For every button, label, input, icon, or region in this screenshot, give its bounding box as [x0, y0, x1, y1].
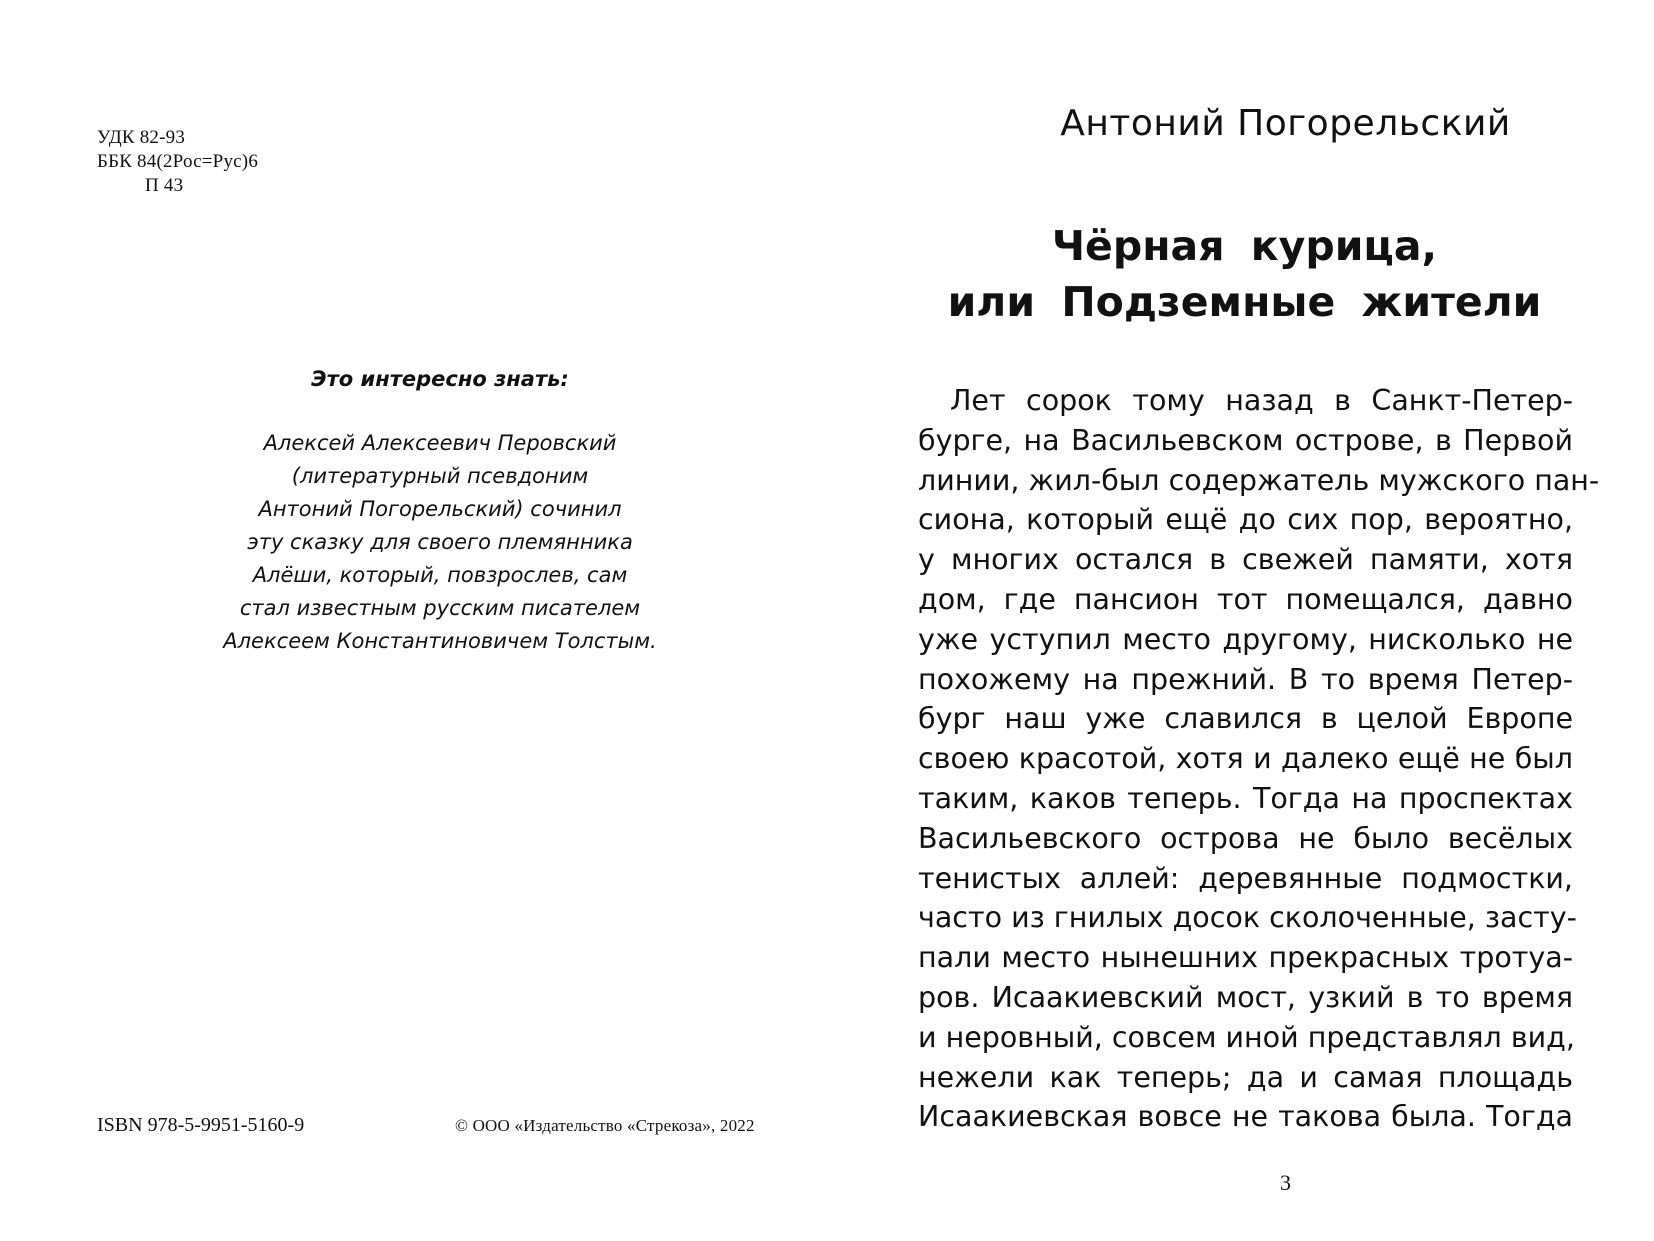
interesting-note: [140, 365, 740, 658]
author-name: Антоний Погорельский: [1060, 103, 1511, 144]
story-title: [917, 218, 1572, 330]
udk-code: УДК 82-93: [97, 127, 186, 148]
page-number: 3: [1280, 1170, 1291, 1195]
note-text: [140, 427, 740, 658]
body-line: Васильевского острова не было весёлых: [918, 821, 1573, 855]
right-page: [827, 0, 1654, 1241]
catalog-block: [97, 126, 258, 198]
body-line: пали место нынешних прекрасных тротуа-: [918, 941, 1573, 975]
note-line: Алексей Алексеевич Перовский: [263, 431, 617, 455]
note-heading: Это интересно знать:: [311, 367, 569, 391]
body-line: часто из гнилых досок сколоченные, засту-: [918, 901, 1577, 935]
note-line: Антоний Погорельский) сочинил: [258, 497, 622, 521]
note-line: стал известным русским писателем: [239, 596, 641, 620]
body-line: и неровный, совсем иной представлял вид,: [918, 1020, 1575, 1054]
note-line: эту сказку для своего племянника: [247, 530, 633, 554]
note-line: (литературный псевдоним: [291, 464, 589, 488]
body-line: Исаакиевская вовсе не такова была. Тогда: [918, 1100, 1573, 1134]
story-body: [918, 381, 1600, 1137]
body-line: похожему на прежний. В то время Петер-: [918, 662, 1573, 696]
body-line: дом, где пансион тот помещался, давно: [918, 582, 1573, 616]
note-line: Алёши, который, повзрослев, сам: [252, 563, 628, 587]
body-line: бург наш уже славился в целой Европе: [918, 702, 1573, 736]
body-line: сиона, который ещё до сих пор, вероятно,: [918, 503, 1573, 537]
body-line: Лет сорок тому назад в Санкт-Петер-: [950, 384, 1573, 417]
body-line: линии, жил-был содержатель мужского пан-: [918, 463, 1600, 497]
note-line: Алексеем Константиновичем Толстым.: [223, 629, 657, 653]
body-line: бурге, на Васильевском острове, в Первой: [918, 423, 1573, 457]
isbn: ISBN 978-5-9951-5160-9: [97, 1114, 305, 1136]
author-mark: П 43: [145, 175, 184, 196]
title-line: или Подземные жители: [947, 278, 1542, 326]
copyright: © ООО «Издательство «Стрекоза», 2022: [455, 1116, 755, 1135]
body-line: уже уступил место другому, нисколько не: [918, 622, 1573, 656]
body-line: своею красотой, хотя и далеко ещё не был: [918, 742, 1573, 776]
body-line: ров. Исаакиевский мост, узкий в то время: [918, 980, 1573, 1014]
bbk-code: ББК 84(2Рос=Рус)6: [97, 151, 259, 172]
body-line: нежели как теперь; да и самая площадь: [918, 1060, 1573, 1094]
body-line: у многих остался в свежей памяти, хотя: [918, 543, 1573, 577]
body-line: тенистых аллей: деревянные подмостки,: [918, 861, 1573, 895]
body-line: таким, каков теперь. Тогда на проспектах: [918, 781, 1573, 815]
title-line: Чёрная курица,: [1051, 222, 1438, 270]
